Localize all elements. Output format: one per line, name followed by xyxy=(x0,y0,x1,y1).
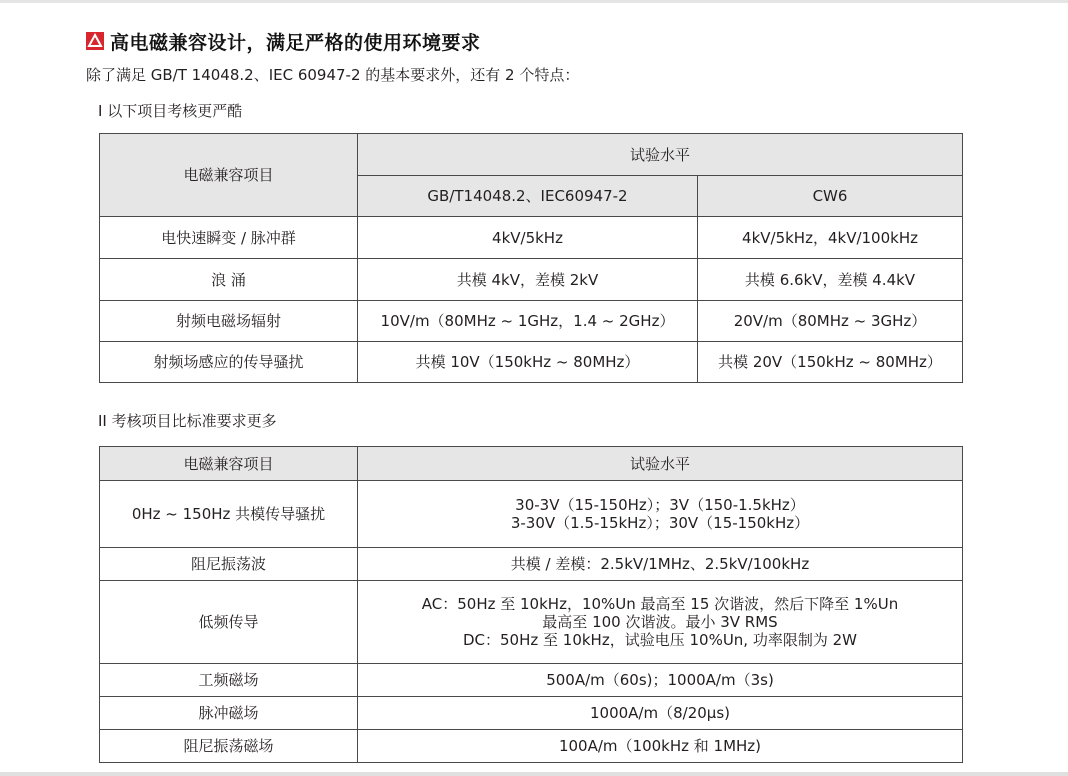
level-line: AC：50Hz 至 10kHz，10%Un 最高至 15 次谐波，然后下降至 1%Un xyxy=(421,595,899,613)
level-line: 500A/m（60s)；1000A/m（3s) xyxy=(546,671,774,689)
row-standard: 共模 10V（150kHz ~ 80MHz） xyxy=(358,342,698,383)
row-standard: 10V/m（80MHz ~ 1GHz，1.4 ~ 2GHz） xyxy=(358,301,698,342)
row-level xyxy=(358,481,963,548)
section-heading xyxy=(86,26,481,56)
level-line: 1000A/m（8/20μs) xyxy=(590,704,730,722)
level-line: 3-30V（1.5-15kHz）；30V（15-150kHz） xyxy=(510,514,810,532)
row-level xyxy=(358,697,963,730)
row-cw6: 4kV/5kHz，4kV/100kHz xyxy=(698,217,963,259)
row-cw6: 共模 6.6kV，差模 4.4kV xyxy=(698,259,963,301)
row-item: 0Hz ~ 150Hz 共模传导骚扰 xyxy=(100,481,358,548)
table-row xyxy=(100,259,963,301)
bottom-rule xyxy=(0,772,1068,776)
table-row xyxy=(100,217,963,259)
row-item: 阻尼振荡磁场 xyxy=(100,730,358,763)
table-row xyxy=(100,301,963,342)
row-standard: 共模 4kV，差模 2kV xyxy=(358,259,698,301)
row-item: 射频场感应的传导骚扰 xyxy=(100,342,358,383)
header-cw6: CW6 xyxy=(698,176,963,217)
header-item: 电磁兼容项目 xyxy=(100,134,358,217)
header-level: 试验水平 xyxy=(358,134,963,176)
table-row xyxy=(100,581,963,664)
warning-triangle-icon xyxy=(86,32,104,50)
table-row xyxy=(100,548,963,581)
row-item: 浪 涌 xyxy=(100,259,358,301)
level-line: 100A/m（100kHz 和 1MHz) xyxy=(558,737,762,755)
section2-title: II 考核项目比标准要求更多 xyxy=(98,412,277,430)
row-item: 电快速瞬变 / 脉冲群 xyxy=(100,217,358,259)
table-row xyxy=(100,664,963,697)
level-line: DC：50Hz 至 10kHz，试验电压 10%Un, 功率限制为 2W xyxy=(462,631,857,649)
intro-text: 除了满足 GB/T 14048.2、IEC 60947-2 的基本要求外，还有 2 个特点： xyxy=(86,66,580,84)
top-rule xyxy=(0,0,1068,3)
additional-tests-table xyxy=(99,446,963,763)
row-item: 阻尼振荡波 xyxy=(100,548,358,581)
comparison-table xyxy=(99,133,963,383)
row-cw6: 共模 20V（150kHz ~ 80MHz） xyxy=(698,342,963,383)
row-item: 射频电磁场辐射 xyxy=(100,301,358,342)
table-row xyxy=(100,697,963,730)
level-line: 共模 / 差模：2.5kV/1MHz、2.5kV/100kHz xyxy=(510,555,810,573)
header-level: 试验水平 xyxy=(358,447,963,481)
header-standard: GB/T14048.2、IEC60947-2 xyxy=(358,176,698,217)
header-item: 电磁兼容项目 xyxy=(100,447,358,481)
table-row xyxy=(100,730,963,763)
row-level xyxy=(358,548,963,581)
row-item: 工频磁场 xyxy=(100,664,358,697)
row-standard: 4kV/5kHz xyxy=(358,217,698,259)
level-line: 30-3V（15-150Hz）；3V（150-1.5kHz） xyxy=(515,496,805,514)
heading-title: 高电磁兼容设计，满足严格的使用环境要求 xyxy=(110,31,481,54)
row-level xyxy=(358,664,963,697)
table-row xyxy=(100,342,963,383)
row-cw6: 20V/m（80MHz ~ 3GHz） xyxy=(698,301,963,342)
level-line: 最高至 100 次谐波。最小 3V RMS xyxy=(542,613,778,631)
row-item: 低频传导 xyxy=(100,581,358,664)
row-level xyxy=(358,581,963,664)
row-level xyxy=(358,730,963,763)
table-row xyxy=(100,481,963,548)
section1-title: I 以下项目考核更严酷 xyxy=(98,102,243,120)
row-item: 脉冲磁场 xyxy=(100,697,358,730)
